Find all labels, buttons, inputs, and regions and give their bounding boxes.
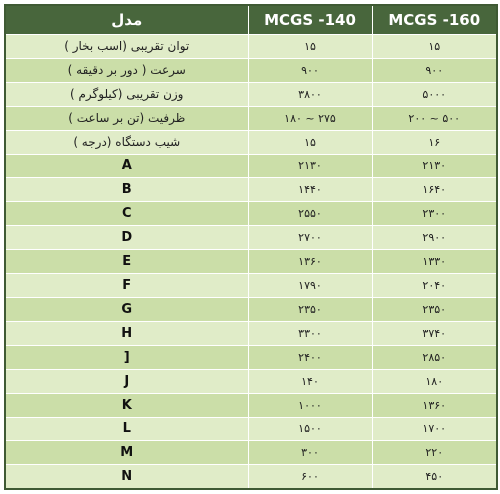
header-model: مدل [5, 5, 248, 35]
value-mcgs-160: ۱۳۶۰ [372, 393, 497, 417]
table-row [5, 441, 497, 465]
row-label: F [5, 274, 248, 298]
value-mcgs-140: ۶۰۰ [248, 465, 372, 489]
table-row [5, 202, 497, 226]
value-mcgs-160: ۲۲۰ [372, 441, 497, 465]
value-mcgs-160: ۲۸۵۰ [372, 345, 497, 369]
value-mcgs-160: ۱۷۰۰ [372, 417, 497, 441]
row-label: N [5, 465, 248, 489]
row-label: B [5, 178, 248, 202]
row-label: توان تقریبی (اسب بخار ) [5, 35, 248, 59]
value-mcgs-160: ۹۰۰ [372, 58, 497, 82]
table-row [5, 417, 497, 441]
row-label: G [5, 297, 248, 321]
header-mcgs-140: MCGS -140 [248, 5, 372, 35]
table-row [5, 345, 497, 369]
value-mcgs-160: ۲۹۰۰ [372, 226, 497, 250]
value-mcgs-160: ۲۰۴۰ [372, 274, 497, 298]
row-label: J [5, 369, 248, 393]
row-label: ] [5, 345, 248, 369]
row-label: E [5, 250, 248, 274]
spec-table [4, 4, 498, 490]
row-label: D [5, 226, 248, 250]
header-mcgs-160: MCGS -160 [372, 5, 497, 35]
value-mcgs-140: ۲۵۵۰ [248, 202, 372, 226]
value-mcgs-140: ۹۰۰ [248, 58, 372, 82]
table-row [5, 465, 497, 489]
value-mcgs-140: ۳۸۰۰ [248, 82, 372, 106]
table-row [5, 106, 497, 130]
table-row [5, 274, 497, 298]
row-label: C [5, 202, 248, 226]
value-mcgs-160: ۲۰۰ ~ ۵۰۰ [372, 106, 497, 130]
value-mcgs-140: ۲۴۰۰ [248, 345, 372, 369]
table-row [5, 130, 497, 154]
table-row [5, 297, 497, 321]
value-mcgs-160: ۱۸۰ [372, 369, 497, 393]
table-row [5, 369, 497, 393]
row-label: M [5, 441, 248, 465]
value-mcgs-140: ۳۰۰ [248, 441, 372, 465]
row-label: A [5, 154, 248, 178]
value-mcgs-160: ۴۵۰ [372, 465, 497, 489]
value-mcgs-140: ۱۵ [248, 130, 372, 154]
value-mcgs-140: ۲۷۰۰ [248, 226, 372, 250]
value-mcgs-140: ۲۳۵۰ [248, 297, 372, 321]
row-label: K [5, 393, 248, 417]
value-mcgs-140: ۳۳۰۰ [248, 321, 372, 345]
value-mcgs-140: ۱۴۴۰ [248, 178, 372, 202]
value-mcgs-140: ۲۱۳۰ [248, 154, 372, 178]
value-mcgs-140: ۱۷۹۰ [248, 274, 372, 298]
table-row [5, 321, 497, 345]
value-mcgs-160: ۱۵ [372, 35, 497, 59]
value-mcgs-140: ۱۸۰ ~ ۲۷۵ [248, 106, 372, 130]
row-label: وزن تقریبی (کیلوگرم ) [5, 82, 248, 106]
value-mcgs-160: ۳۷۴۰ [372, 321, 497, 345]
value-mcgs-160: ۵۰۰۰ [372, 82, 497, 106]
row-label: L [5, 417, 248, 441]
value-mcgs-140: ۱۵ [248, 35, 372, 59]
value-mcgs-160: ۲۱۳۰ [372, 154, 497, 178]
value-mcgs-160: ۲۳۵۰ [372, 297, 497, 321]
value-mcgs-160: ۱۶ [372, 130, 497, 154]
table-row [5, 35, 497, 59]
value-mcgs-140: ۱۰۰۰ [248, 393, 372, 417]
value-mcgs-140: ۱۵۰۰ [248, 417, 372, 441]
value-mcgs-160: ۲۳۰۰ [372, 202, 497, 226]
header-row [5, 5, 497, 35]
row-label: ظرفیت (تن بر ساعت ) [5, 106, 248, 130]
table-row [5, 226, 497, 250]
table-row [5, 82, 497, 106]
row-label: سرعت ( دور بر دقیقه ) [5, 58, 248, 82]
row-label: شیب دستگاه (درجه ) [5, 130, 248, 154]
value-mcgs-140: ۱۴۰ [248, 369, 372, 393]
table-row [5, 154, 497, 178]
table-row [5, 250, 497, 274]
value-mcgs-160: ۱۳۳۰ [372, 250, 497, 274]
table-row [5, 178, 497, 202]
value-mcgs-140: ۱۳۶۰ [248, 250, 372, 274]
table-row [5, 393, 497, 417]
row-label: H [5, 321, 248, 345]
value-mcgs-160: ۱۶۴۰ [372, 178, 497, 202]
table-row [5, 58, 497, 82]
